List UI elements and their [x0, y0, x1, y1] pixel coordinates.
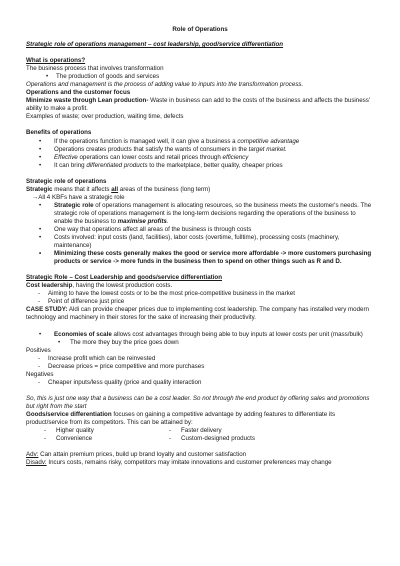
- body-text: [26, 282, 374, 290]
- dash-item: - Point of difference just price: [26, 298, 374, 306]
- dash-item: - Cheaper inputs/less quality (price and quality interaction: [26, 379, 374, 387]
- bold-lead: Minimize waste through Lean production-: [26, 97, 149, 105]
- text-span: It can bring: [54, 161, 87, 169]
- positives-label: Positives: [26, 346, 51, 354]
- body-text: [26, 411, 374, 427]
- bold-span: Goods/service differentiation: [26, 410, 112, 418]
- bullet-item: • Costs involved: input costs (land, facilities), labor costs (overtime, fulltime), processing costs (machinery, maintenance): [26, 234, 374, 250]
- bold-span: Economies of scale: [54, 330, 112, 338]
- emphasis-span: all: [111, 185, 119, 193]
- bold-italic-span: maximise profits: [117, 217, 167, 225]
- attribute-item: - Custom-designed products: [151, 435, 291, 443]
- section-heading-benefits: Benefits of operations: [26, 129, 92, 137]
- attribute-item: - Faster delivery: [151, 427, 291, 435]
- document-title: Role of Operations: [172, 26, 228, 33]
- dash-item: - Increase profit which can be reinvested: [26, 355, 374, 363]
- sub-bullet-item: • The more they buy the price goes down: [26, 339, 374, 347]
- italic-note: So, this is just one way that a business can be a cost leader. So not through the end product by offering sales and promotions but right from the start: [26, 394, 370, 410]
- section-heading-cost-leadership: Strategic Role – Cost Leadership and goods/service differentiation: [26, 274, 222, 282]
- text-span: focuses on gaining a competitive advantage by adding features to differentiate its product/service from its competitors. This can be attained by:: [26, 410, 336, 426]
- italic-span: target market.: [248, 145, 287, 153]
- text-span: Can attain premium prices, build up brand loyalty and customer satisfaction: [38, 451, 247, 459]
- text-span: areas of the business (long term): [118, 185, 211, 193]
- bold-span: Strategic role: [54, 201, 94, 209]
- case-study-text: [26, 306, 374, 322]
- bullet-item: [26, 202, 374, 226]
- label-span: Adv:: [26, 451, 39, 459]
- dash-item: - Decrease prices = price competitive and more purchases: [26, 363, 374, 371]
- bold-span: Cost leadership: [26, 282, 73, 290]
- bullet-item: [26, 138, 374, 146]
- negatives-label: Negatives: [26, 370, 54, 378]
- text-span: , having the lowest production costs.: [72, 282, 173, 290]
- italic-span: competitive advantage: [237, 137, 300, 145]
- text-span: Operations creates products that satisfy the wants of consumers in the: [54, 145, 249, 153]
- text-span: Incurs costs, remains risky, competitors may imitate innovations and customer preferences may change: [46, 459, 332, 467]
- text-span: allows cost advantages through being able to buy inputs at lower costs per unit (mass/bulk): [111, 330, 363, 338]
- body-text: [26, 97, 374, 113]
- italic-span: differentiated products: [86, 161, 148, 169]
- document-subtitle: Strategic role of operations management – cost leadership, good/service differentiation: [26, 41, 284, 49]
- italic-span: efficiency: [222, 153, 249, 161]
- bullet-item: • Minimizing these costs generally makes the good or service more affordable -> more customers purchasing products or service -> more funds in the business then to spend on other things such as R and D.: [26, 250, 374, 266]
- disadvantages-line: [26, 459, 374, 467]
- advantages-line: [26, 451, 374, 459]
- body-text: The business process that involves transformation: [26, 65, 164, 73]
- text-span: operations can lower costs and retail prices through: [77, 153, 223, 161]
- attribute-row: [26, 427, 374, 435]
- bold-span: CASE STUDY:: [26, 306, 68, 314]
- italic-span: Effective: [54, 153, 78, 161]
- section-heading-what-is-operations: What is operations?: [26, 57, 86, 65]
- section-heading-strategic-role: Strategic role of operations: [26, 177, 107, 185]
- text-span: .: [166, 217, 169, 225]
- bullet-item: • The production of goods and services: [26, 73, 374, 81]
- bullet-item: [26, 146, 374, 154]
- text-span: Aldi can provide cheaper prices due to implementing cost leadership. The company has installed very modern technology and machinery in their stores for the sake of increasing their productivity.: [26, 306, 370, 322]
- attribute-row: [26, 435, 374, 443]
- body-text: [26, 186, 374, 194]
- body-span: Waste in business can add to the costs of the business and affects the business' ability to make a profit.: [26, 97, 371, 113]
- dash-item: - Aiming to have the lowest costs or to be the most price-competitive business in the market: [26, 290, 374, 298]
- attribute-item: - Higher quality: [26, 427, 151, 435]
- section-heading-customer-focus: Operations and the customer focus: [26, 89, 131, 97]
- text-span: to the marketplace, better quality, cheaper prices: [147, 161, 283, 169]
- bullet-item: [26, 154, 374, 162]
- bullet-item: • One way that operations affect all areas of the business is through costs: [26, 226, 374, 234]
- bold-span: Strategic: [26, 185, 53, 193]
- label-span: Disadv:: [26, 459, 47, 467]
- bullet-item: [26, 331, 374, 339]
- text-span: means that it affects: [52, 185, 112, 193]
- text-span: of operations management is allocating resources, so the business meets the customer's needs. The strategic role of operations management is the long-term decisions regarding the operations of the business to enable the business to: [54, 201, 372, 225]
- arrow-note: →All 4 KBFs have a strategic role: [32, 193, 125, 201]
- bullet-item: [26, 162, 374, 170]
- text-span: If the operations function is managed well, it can give a business a: [54, 137, 238, 145]
- attribute-item: - Convenience: [26, 435, 151, 443]
- definition-text: Operations and management is the process of adding value to inputs into the transformation process.: [26, 81, 304, 89]
- body-text: Examples of waste; over production, waiting time, defects: [26, 113, 184, 121]
